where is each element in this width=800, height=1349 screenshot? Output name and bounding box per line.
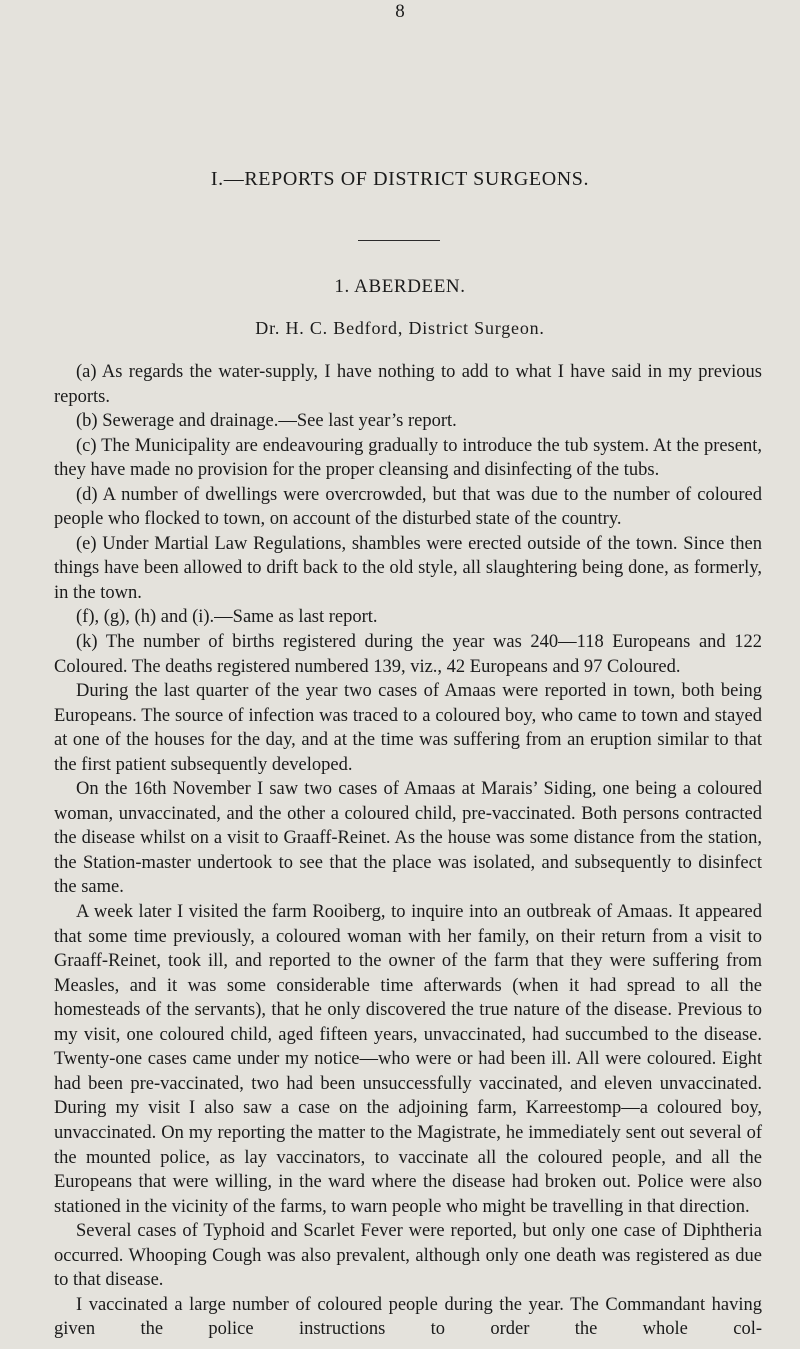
paragraph-sewerage: (b) Sewerage and drainage.—See last year’s report. (76, 411, 457, 432)
paragraph-vaccination: I vaccinated a large number of coloured people during the year. The Commandant having given the police instructions to order the whole col- (54, 1294, 762, 1340)
paragraph-shambles: (e) Under Martial Law Regulations, shambles were erected outside of the town. Since then things have been allowed to drift back to the old style, all slaughtering being done, as formerly, in the town. (54, 533, 762, 603)
paragraph-amaas-town: During the last quarter of the year two cases of Amaas were reported in town, both being Europeans. The source of infection was traced to a coloured boy, who came to town and stayed at one of the houses for the day, and at the time was suffering from an eruption similar to that the first patient subsequently developed. (54, 681, 762, 775)
paragraph-typhoid: Several cases of Typhoid and Scarlet Fever were reported, but only one case of Diphtheria occurred. Whooping Cough was also prevalent, although only one death was registered as due to that disease. (54, 1221, 762, 1291)
paragraph-births-deaths: (k) The number of births registered during the year was 240—118 Europeans and 122 Coloured. The deaths registered numbered 139, viz., 42 Europeans and 97 Coloured. (54, 632, 762, 677)
paragraph-tub-system: (c) The Municipality are endeavouring gradually to introduce the tub system. At the present, they have made no provision for the proper cleansing and disinfecting of the tubs. (54, 435, 762, 481)
page-number: 8 (395, 1, 405, 22)
paragraph-dwellings: (d) A number of dwellings were overcrowded, but that was due to the number of coloured people who flocked to town, on account of the disturbed state of the country. (54, 484, 762, 530)
title-divider (358, 240, 440, 241)
report-body (54, 360, 762, 1342)
section-title: 1. ABERDEEN. (334, 276, 466, 297)
paragraph-marais-siding: On the 16th November I saw two cases of Amaas at Marais’ Siding, one being a coloured woman, unvaccinated, and the other a coloured child, pre-vaccinated. Both persons contracted the disease whilst on a visit to Graaff-Reinet. As the house was some distance from the station, the Station-master undertook to see that the place was isolated, and subsequently to disinfect the same. (54, 779, 762, 898)
paragraph-rooiberg: A week later I visited the farm Rooiberg, to inquire into an outbreak of Amaas. It appeared that some time previously, a coloured woman with her family, on their return from a visit to Graaff-Reinet, took ill, and reported to the owner of the farm that they were suffering from Measles, and it was some considerable time afterwards (when it had spread to all the homesteads of the servants), that he only discovered the true nature of the disease. Previous to my visit, one coloured child, aged fifteen years, unvaccinated, had succumbed to the disease. Twenty-one cases came under my notice—who were or had been ill. All were coloured. Eight had been pre-vaccinated, two had been unsuccessfully vaccinated, and eleven unvaccinated. During my visit I also saw a case on the adjoining farm, Karreestomp—a coloured boy, unvaccinated. On my reporting the matter to the Magistrate, he immediately sent out several of the mounted police, as lay vaccinators, to vaccinate all the coloured people, and all the Europeans that were willing, in the ward where the disease had broken out. Police were also stationed in the vicinity of the farms, to warn people who might be travelling in that direction. (54, 902, 762, 1217)
paragraph-water-supply: (a) As regards the water-supply, I have nothing to add to what I have said in my previous reports. (54, 362, 762, 407)
paragraph-same-as-last: (f), (g), (h) and (i).—Same as last report. (76, 607, 378, 628)
author-line: Dr. H. C. Bedford, District Surgeon. (255, 318, 545, 338)
report-title: I.—REPORTS OF DISTRICT SURGEONS. (210, 168, 590, 190)
